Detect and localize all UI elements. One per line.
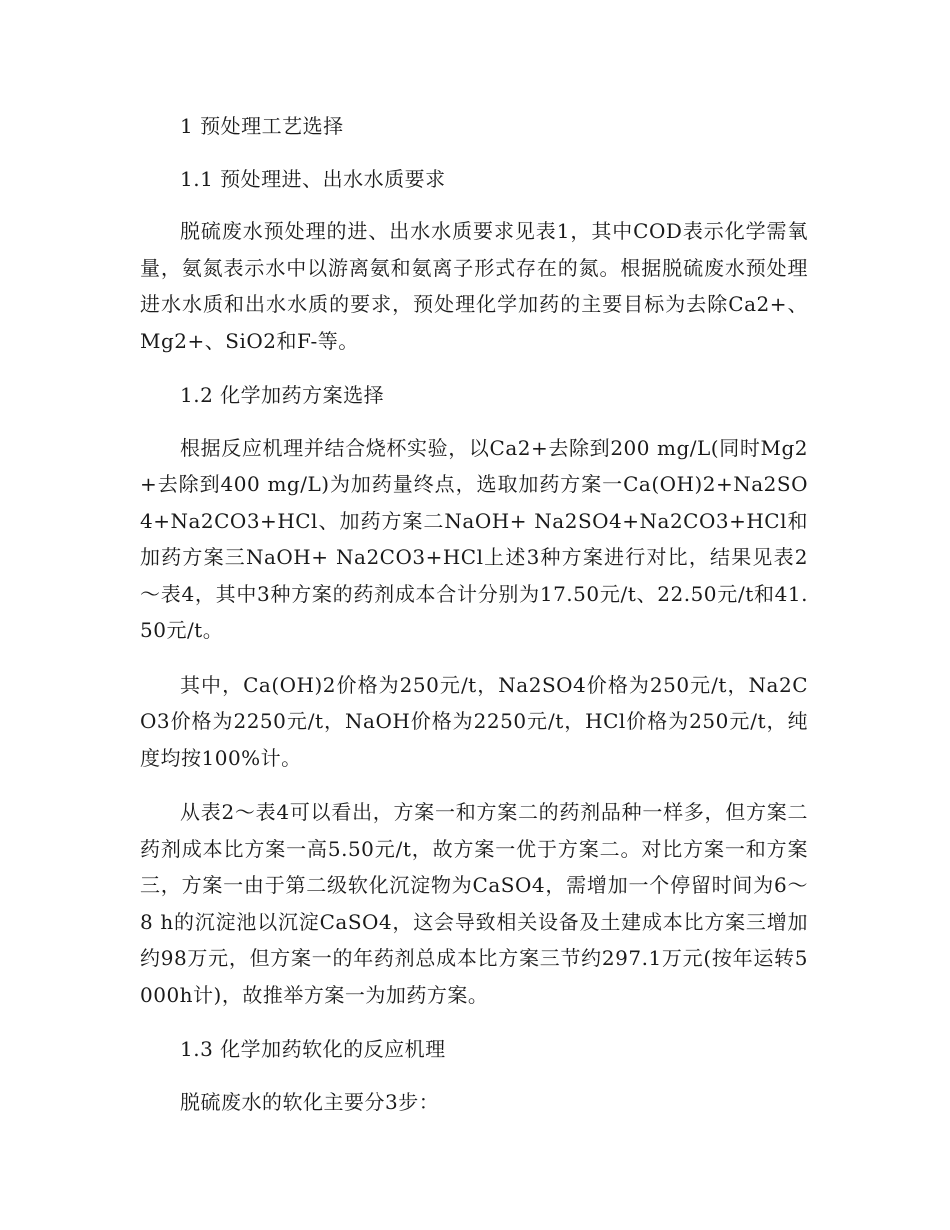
section-1-3-heading: 1.3 化学加药软化的反应机理: [180, 1037, 446, 1061]
section-1-heading: 1 预处理工艺选择: [180, 114, 344, 138]
paragraph-dosing-schemes: 根据反应机理并结合烧杯实验，以Ca2+去除到200 mg/L(同时Mg2+去除到400 mg/L)为加药量终点，选取加药方案一Ca(OH)2+Na2SO4+Na2CO3+HCl、加药方案二NaOH+ Na2SO4+Na2CO3+HCl和加药方案三NaOH+ Na2CO3+HCl上述3种方案进行对比，结果见表2～表4，其中3种方案的药剂成本合计分别为17.50元/t、22.50元/t和41.50元/t。: [140, 435, 808, 642]
paragraph-scheme-comparison: 从表2～表4可以看出，方案一和方案二的药剂品种一样多，但方案二药剂成本比方案一高5.50元/t，故方案一优于方案二。对比方案一和方案三，方案一由于第二级软化沉淀物为CaSO4，需增加一个停留时间为6～8 h的沉淀池以沉淀CaSO4，这会导致相关设备及土建成本比方案三增加约98万元，但方案一的年药剂总成本比方案三节约297.1万元(按年运转5000h计)，故推举方案一为加药方案。: [140, 800, 808, 1007]
document-body: [140, 108, 808, 1120]
paragraph-chemical-prices: 其中，Ca(OH)2价格为250元/t，Na2SO4价格为250元/t，Na2CO3价格为2250元/t，NaOH价格为2250元/t，HCl价格为250元/t，纯度均按100%计。: [140, 672, 808, 770]
section-1-1-heading: 1.1 预处理进、出水水质要求: [180, 166, 446, 191]
section-1-2-heading: 1.2 化学加药方案选择: [180, 383, 385, 407]
paragraph-water-quality: 脱硫废水预处理的进、出水水质要求见表1，其中COD表示化学需氧量，氨氮表示水中以游离氨和氨离子形式存在的氮。根据脱硫废水预处理进水水质和出水水质的要求，预处理化学加药的主要目标为去除Ca2+、Mg2+、SiO2和F-等。: [140, 219, 808, 353]
paragraph-softening-steps: 脱硫废水的软化主要分3步：: [180, 1089, 440, 1114]
